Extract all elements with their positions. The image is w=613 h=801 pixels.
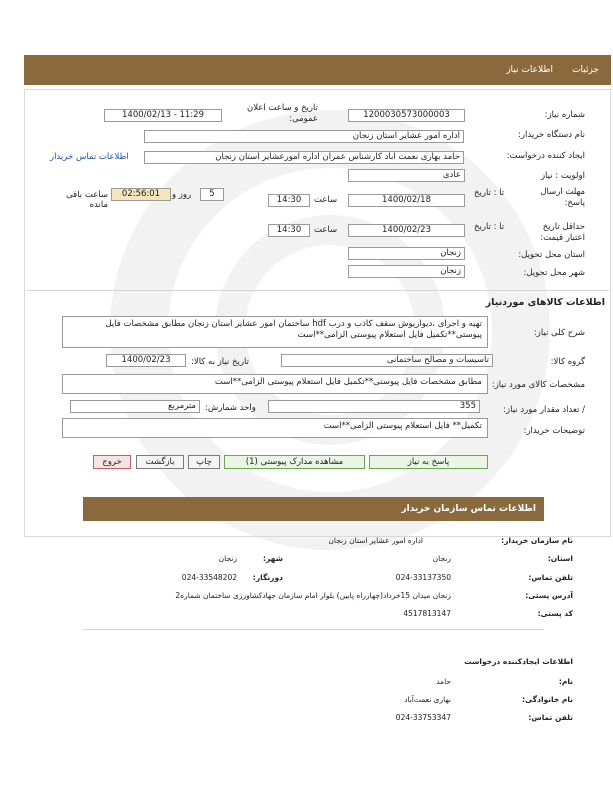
summary-field: تهیه و اجرای ،دیوارپوش سقف کاذب و درب hdf ساختمان امور عشایر استان زنجان مطابق مشخصات فایل پیوستی**تکمیل فایل استعلام پیوستی الزامی**است [62,316,488,348]
tab-need-info[interactable]: اطلاعات نیاز [506,65,553,75]
creator-phone-value: 024-33753347 [395,713,451,722]
unit-label: واحد شمارش: [205,403,256,413]
phone-label: تلفن تماس: [528,573,573,582]
group-label: گروه کالا: [550,357,585,367]
city-field: زنجان [348,265,465,278]
contact-province-label: استان: [547,554,573,563]
contact-city-value: زنجان [218,554,237,563]
fax-value: 024-33548202 [181,573,237,582]
deadline-date-field: 1400/02/18 [348,194,465,207]
until-date-label: تا : تاریخ [474,188,505,198]
fax-label: دورنگار: [252,573,283,582]
announce-field: 1400/02/13 - 11:29 [104,109,222,122]
first-name-value: حامد [436,677,451,686]
need-date-label: تاریخ نیاز به کالا: [191,357,249,367]
postal-value: 4517813147 [403,609,451,618]
remaining-time-field: 02:56:01 [111,188,171,201]
province-field: زنجان [348,247,465,260]
exit-button[interactable]: خروج [93,455,131,469]
first-name-label: نام: [558,677,573,686]
view-attachments-button[interactable]: مشاهده مدارک پیوستی (1) [224,455,365,469]
phone-value: 024-33137350 [395,573,451,582]
deadline-time-label: ساعت [314,195,338,205]
province-label: استان محل تحویل: [518,250,585,260]
deadline-label: مهلت ارسال پاسخ: [540,187,585,208]
buyer-contact-link[interactable]: اطلاعات تماس خریدار [50,152,129,162]
divider [26,290,609,291]
validity-time-field: 14:30 [268,224,310,237]
buyer-notes-label: توضیحات خریدار: [523,426,585,436]
back-button[interactable]: بازگشت [136,455,184,469]
tab-details[interactable]: جزئیات [572,65,599,75]
last-name-label: نام خانوادگی: [522,695,573,704]
specs-label: مشخصات کالای مورد نیاز: [491,380,585,390]
summary-label: شرح کلی نیاز: [533,328,585,338]
unit-field: مترمربع [70,400,200,413]
print-button[interactable]: چاپ [188,455,220,469]
buyer-org-field: اداره امور عشایر استان زنجان [144,130,464,143]
reply-button[interactable]: پاسخ به نیاز [369,455,488,469]
creator-label: ایجاد کننده درخواست: [506,151,585,161]
address-label: آدرس پستی: [525,591,573,600]
creator-phone-label: تلفن تماس: [528,713,573,722]
validity-until-label: تا : تاریخ [474,222,505,232]
org-name-value: اداره امور عشایر استان زنجان [328,536,423,545]
deadline-time-field: 14:30 [268,194,310,207]
quantity-label: / تعداد مقدار مورد نیاز: [503,405,585,415]
days-label: روز و [172,190,192,200]
need-date-field: 1400/02/23 [106,354,186,367]
city-label: شهر محل تحویل: [523,268,585,278]
org-name-label: نام سازمان خریدار: [501,536,573,545]
need-number-field: 1200030573000003 [348,109,465,122]
group-field: تاسیسات و مصالح ساختمانی [281,354,493,367]
page-header [24,55,611,85]
contact-divider [82,629,544,630]
validity-time-label: ساعت [314,225,338,235]
contact-province-value: زنجان [432,554,451,563]
last-name-value: بهاری نعمت‌آباد [404,695,451,704]
contact-city-label: شهر: [263,554,283,563]
days-field: 5 [200,188,224,201]
priority-field: عادی [348,169,465,182]
contact-header: اطلاعات تماس سازمان خریدار [83,497,544,521]
creator-section-title: اطلاعات ایجادکننده درخواست [464,657,573,666]
buyer-notes-field: تکمیل** فایل استعلام پیوستی الزامی**است [62,418,488,438]
creator-field: حامد بهاری نعمت آباد کارشناس عمران اداره امورعشایر استان زنجان [144,151,464,164]
buyer-org-label: نام دستگاه خریدار: [518,130,585,140]
address-value: زنجان میدان 15خرداد(چهارراه پایین) بلوار امام سازمان جهادکشاورزی ساختمان شماره2 [175,591,451,600]
remaining-label: ساعت باقی مانده [66,190,108,210]
announce-label: تاریخ و ساعت اعلان عمومی: [246,103,318,124]
priority-label: اولویت : نیاز [540,171,585,181]
goods-section-title: اطلاعات کالاهای موردنیاز [485,297,605,308]
quantity-field: 355 [268,400,480,413]
validity-date-field: 1400/02/23 [348,224,465,237]
specs-field: مطابق مشخصات فایل پیوستی**تکمیل فایل استعلام پیوستی الزامی**است [62,374,488,394]
need-number-label: شماره نیاز: [544,110,585,120]
postal-label: کد پستی: [537,609,573,618]
validity-label: حداقل تاریخ اعتبار قیمت: [540,222,585,243]
